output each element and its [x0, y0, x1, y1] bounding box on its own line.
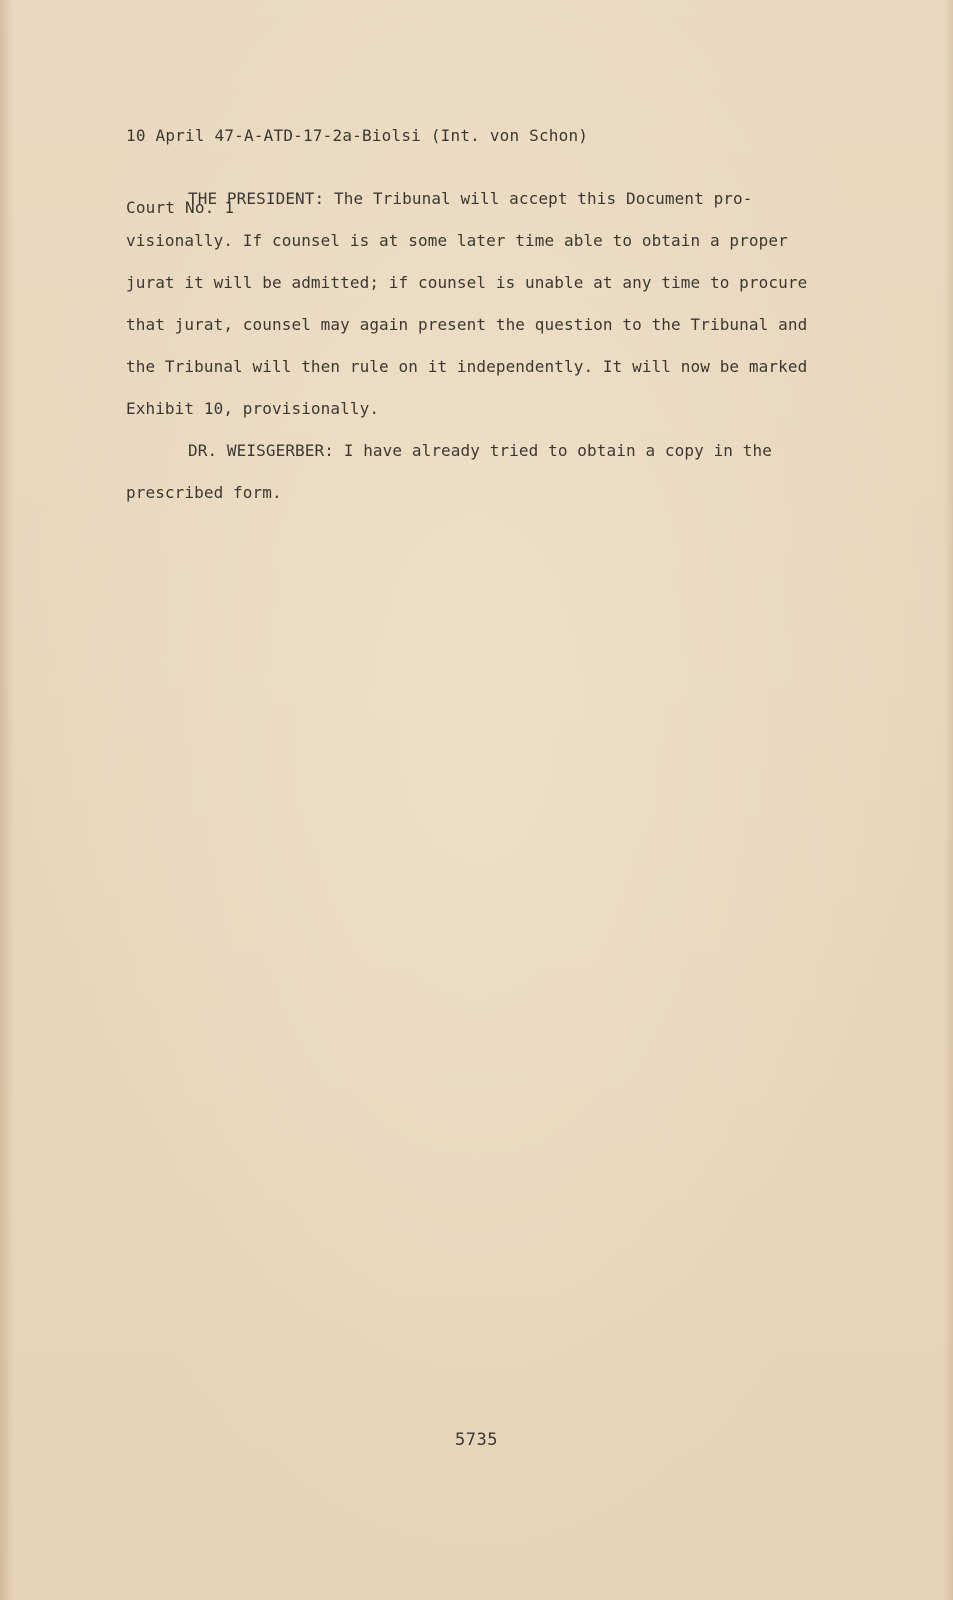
- page-number: 5735: [455, 1430, 498, 1450]
- transcript-line: that jurat, counsel may again present the question to the Tribunal and: [126, 315, 808, 334]
- transcript-line: THE PRESIDENT: The Tribunal will accept this Document pro-: [188, 189, 753, 208]
- paper-left-edge: [0, 0, 14, 1600]
- transcript-line: Exhibit 10, provisionally.: [126, 399, 380, 418]
- paper-right-edge: [943, 0, 953, 1600]
- transcript-line: prescribed form.: [126, 483, 282, 502]
- transcript-body: [126, 178, 856, 514]
- transcript-line: visionally. If counsel is at some later time able to obtain a proper: [126, 231, 788, 250]
- transcript-line: the Tribunal will then rule on it independently. It will now be marked: [126, 357, 808, 376]
- transcript-line: jurat it will be admitted; if counsel is unable at any time to procure: [126, 273, 808, 292]
- header-line-court: Court No. 1: [126, 198, 235, 217]
- header-line-date-case: 10 April 47-A-ATD-17-2a-Biolsi (Int. von Schon): [126, 126, 589, 145]
- transcript-line: DR. WEISGERBER: I have already tried to obtain a copy in the: [188, 441, 772, 460]
